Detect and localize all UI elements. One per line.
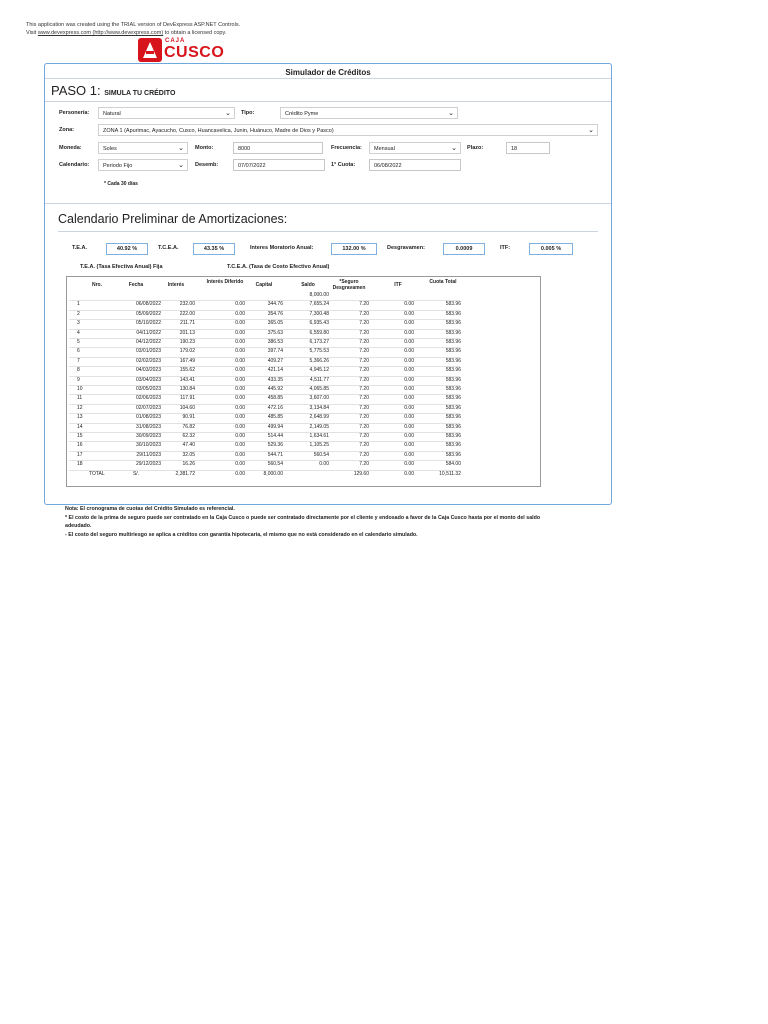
table-cell: 375.63 (267, 329, 283, 336)
table-cell: 0.00 (404, 433, 414, 439)
calendario-select[interactable] (98, 159, 188, 171)
plazo-label: Plazo: (467, 145, 484, 151)
table-cell: 7.20 (359, 433, 369, 439)
moneda-value: Soles (103, 146, 117, 152)
table-cell: 7.20 (359, 320, 369, 327)
form-divider (45, 203, 611, 204)
personeria-label: Personería: (59, 110, 90, 116)
table-cell: 0.00 (235, 386, 245, 392)
table-cell: 167.49 (179, 357, 195, 364)
table-cell: 0.00 (404, 301, 414, 308)
table-cell: 1,105.25 (309, 442, 329, 449)
table-cell: 0.00 (404, 386, 414, 392)
table-cell: 0.00 (404, 376, 414, 383)
table-cell: 0.00 (319, 461, 329, 468)
table-cell: 7.20 (359, 386, 369, 392)
table-cell: 7 (77, 357, 80, 364)
monto-input[interactable]: 8000 (233, 142, 323, 154)
table-cell: 365.05 (267, 320, 283, 327)
table-cell: 16.26 (182, 461, 195, 468)
zona-label: Zona: (59, 127, 74, 133)
step-divider (45, 101, 611, 102)
table-cell: 8 (77, 367, 80, 374)
caja-cusco-logo (138, 38, 230, 62)
table-cell: 433.35 (267, 376, 283, 383)
logo-mark-icon (138, 38, 162, 62)
table-cell: 0.00 (235, 301, 245, 308)
table-cell: 529.36 (267, 442, 283, 449)
table-cell: 583.96 (445, 301, 461, 308)
chevron-down-icon: ⌄ (588, 127, 594, 134)
table-cell: 0.00 (235, 339, 245, 345)
step-subtitle: SIMULA TU CRÉDITO (104, 90, 176, 97)
table-cell: 583.96 (445, 320, 461, 327)
tea-description: T.E.A. (Tasa Efectiva Anual) Fija (80, 264, 163, 270)
table-total-cell: 0.00 (404, 470, 414, 477)
tea-label: T.E.A. (72, 245, 87, 251)
table-cell: 7.20 (359, 357, 369, 364)
calendar-divider (58, 231, 598, 232)
amortization-table (66, 276, 541, 487)
moratorio-value: 132.00 % (331, 243, 377, 255)
table-cell: 583.96 (445, 329, 461, 336)
monto-label: Monto: (195, 145, 214, 151)
calendario-value: Periodo Fijo (103, 163, 133, 169)
tipo-value: Crédito Pyme (285, 111, 319, 117)
tipo-label: Tipo: (241, 110, 255, 116)
table-cell: 29/11/2023 (136, 451, 161, 458)
table-cell: 7.20 (359, 442, 369, 449)
table-cell: 02/07/2023 (135, 404, 161, 411)
moratorio-label: Interes Moratorio Anual: (250, 245, 314, 251)
table-cell: 4,945.12 (309, 367, 329, 374)
table-cell: 6,173.27 (309, 339, 329, 345)
table-cell: 01/08/2023 (135, 414, 161, 421)
trial-line-2 (26, 29, 240, 37)
table-cell: 2,149.05 (309, 423, 329, 430)
logo-caja-text: CAJA (165, 38, 186, 44)
table-cell: 7.20 (359, 414, 369, 421)
table-cell: 4 (77, 329, 80, 336)
table-cell: 31/08/2023 (135, 423, 161, 430)
table-cell: 7.20 (359, 348, 369, 355)
table-cell: 11 (77, 395, 83, 402)
table-cell: 04/03/2023 (135, 367, 161, 374)
table-cell: 190.23 (179, 339, 195, 345)
table-cell: 485.85 (267, 414, 283, 421)
table-cell: 5,775.53 (309, 348, 329, 355)
table-cell: 7.20 (359, 404, 369, 411)
table-cell: 0.00 (404, 461, 414, 468)
table-cell: 47.40 (182, 442, 195, 449)
table-cell: 0.00 (404, 442, 414, 449)
table-cell: 0.00 (235, 451, 245, 458)
table-cell: 344.76 (267, 301, 283, 308)
table-cell: 0.00 (235, 357, 245, 364)
table-cell: 15 (77, 433, 83, 439)
table-cell: 445.92 (267, 386, 283, 392)
table-cell: 0.00 (404, 414, 414, 421)
table-cell: 7,655.24 (309, 301, 329, 308)
table-cell: 18 (77, 461, 83, 468)
table-cell: 584.00 (445, 461, 461, 468)
table-header-cell: Nro. (92, 282, 102, 288)
table-cell: 499.94 (267, 423, 283, 430)
table-cell: 397.74 (267, 348, 283, 355)
frecuencia-label: Frecuencia: (331, 145, 362, 151)
table-cell: 3 (77, 320, 80, 327)
table-cell: 0.00 (235, 461, 245, 468)
table-cell: 201.13 (179, 329, 195, 336)
table-cell: 4,065.85 (309, 386, 329, 392)
table-cell: 7.20 (359, 461, 369, 468)
table-cell: 0.00 (404, 329, 414, 336)
moneda-select[interactable] (98, 142, 188, 154)
table-cell: 13 (77, 414, 83, 421)
table-cell: 7.20 (359, 395, 369, 402)
table-cell: 9 (77, 376, 80, 383)
table-cell: 0.00 (235, 310, 245, 317)
table-cell: 05/10/2022 (135, 320, 161, 327)
table-total-cell: 10,511.32 (439, 470, 461, 477)
tcea-label: T.C.E.A. (158, 245, 179, 251)
zona-select[interactable] (98, 124, 598, 136)
table-cell: 583.96 (445, 433, 461, 439)
logo-cusco-text: CUSCO (164, 44, 225, 61)
plazo-input[interactable]: 18 (506, 142, 550, 154)
chevron-down-icon: ⌄ (178, 162, 184, 169)
table-cell: 583.96 (445, 348, 461, 355)
calendario-label: Calendario: (59, 162, 90, 168)
cuota-label: 1° Cuota: (331, 162, 356, 168)
table-cell: 03/04/2023 (135, 376, 161, 383)
table-cell: 7.20 (359, 367, 369, 374)
table-total-cell: 0.00 (235, 470, 245, 477)
table-cell: 117.91 (180, 395, 195, 402)
chevron-down-icon: ⌄ (178, 145, 184, 152)
table-cell: 02/02/2023 (135, 357, 161, 364)
table-cell: 232.00 (179, 301, 195, 308)
table-cell: 2 (77, 310, 80, 317)
table-cell: 544.71 (267, 451, 283, 458)
table-cell: 10 (77, 386, 83, 392)
table-header-cell: Capital (255, 282, 273, 288)
table-header-cell: *Seguro Desgravamen (332, 279, 366, 291)
table-cell: 583.96 (445, 376, 461, 383)
note-line-2: * El costo de la prima de seguro puede ser contratado en la Caja Cusco o puede ser contratado directamente por el cliente y endosado a favor de la Caja Cusco hasta por el monto del saldo adeudado. (65, 514, 541, 530)
table-cell: 583.96 (445, 442, 461, 449)
step-heading (51, 83, 175, 98)
table-cell: 130.84 (179, 386, 195, 392)
frequency-note: * Cada 30 días (104, 181, 138, 187)
table-cell: 514.44 (267, 433, 283, 439)
table-cell: 0.00 (235, 320, 245, 327)
table-cell: 583.96 (445, 423, 461, 430)
table-header-cell: Interés (167, 282, 185, 288)
desemb-label: Desemb: (195, 162, 219, 168)
table-cell: 354.76 (267, 310, 283, 317)
table-cell: 104.60 (179, 404, 195, 411)
table-total-cell: TOTAL (89, 470, 105, 477)
zona-value: ZONA 1 (Apurimac, Ayacucho, Cusco, Huancavelica, Junin, Huánuco, Madre de Dios y Pasco) (103, 128, 334, 134)
table-cell: 1 (77, 301, 80, 308)
table-cell: 0.00 (235, 395, 245, 402)
table-cell: 2,648.99 (309, 414, 329, 421)
trial-visit-text: Visit (26, 30, 38, 36)
table-cell: 0.00 (235, 414, 245, 421)
table-cell: 5,366.26 (309, 357, 329, 364)
table-cell: 421.14 (267, 367, 283, 374)
table-cell: 0.00 (235, 329, 245, 336)
table-cell: 560.54 (267, 461, 283, 468)
table-cell: 04/11/2022 (136, 329, 161, 336)
table-cell: 0.00 (404, 423, 414, 430)
frecuencia-value: Mensual (374, 146, 395, 152)
table-cell: 7.20 (359, 451, 369, 458)
personeria-select[interactable] (98, 107, 235, 119)
table-cell: 583.96 (445, 395, 461, 402)
table-cell: 409.27 (267, 357, 283, 364)
chevron-down-icon: ⌄ (225, 110, 231, 117)
table-cell: 0.00 (235, 423, 245, 430)
tipo-select[interactable] (280, 107, 458, 119)
step-number: PASO 1: (51, 83, 105, 98)
table-cell: 211.71 (180, 320, 195, 327)
calendar-title: Calendario Preliminar de Amortizaciones: (58, 212, 288, 226)
table-total-cell: 8,000.00 (263, 470, 283, 477)
table-cell: 179.02 (179, 348, 195, 355)
table-cell: 7.20 (359, 329, 369, 336)
table-cell: 3,607.00 (309, 395, 329, 402)
desgravamen-value: 0.0009 (443, 243, 485, 255)
table-cell: 3,134.84 (309, 404, 329, 411)
table-cell: 6,559.80 (309, 329, 329, 336)
table-cell: 5 (77, 339, 80, 345)
moneda-label: Moneda: (59, 145, 82, 151)
table-cell: 14 (77, 423, 83, 430)
panel-title: Simulador de Créditos (285, 68, 371, 77)
table-cell: 17 (77, 451, 83, 458)
table-cell: 05/09/2022 (135, 310, 161, 317)
table-cell: 0.00 (404, 310, 414, 317)
table-cell: 583.96 (445, 310, 461, 317)
table-cell: 0.00 (235, 433, 245, 439)
table-total-cell: S/. (132, 470, 140, 477)
table-cell: 386.53 (267, 339, 283, 345)
personeria-value: Natural (103, 111, 121, 117)
table-cell: 16 (77, 442, 83, 449)
itf-label: ITF: (500, 245, 511, 251)
initial-saldo-cell: 8,000.00 (309, 292, 329, 298)
table-cell: 32.05 (182, 451, 195, 458)
table-cell: 6,935.43 (309, 320, 329, 327)
table-cell: 04/12/2022 (135, 339, 161, 345)
table-header-cell: Saldo (301, 282, 315, 288)
table-cell: 02/06/2023 (135, 395, 161, 402)
table-cell: 0.00 (404, 395, 414, 402)
table-cell: 7.20 (359, 301, 369, 308)
table-total-cell: 2,381.72 (175, 470, 195, 477)
chevron-down-icon: ⌄ (451, 145, 457, 152)
table-cell: 0.00 (404, 339, 414, 345)
table-cell: 06/08/2022 (135, 301, 161, 308)
table-cell: 0.00 (404, 357, 414, 364)
table-cell: 0.00 (404, 404, 414, 411)
frecuencia-select[interactable] (369, 142, 461, 154)
table-total-cell: 129.60 (353, 470, 369, 477)
table-cell: 7.20 (359, 423, 369, 430)
tcea-value: 43.35 % (193, 243, 235, 255)
table-cell: 12 (77, 404, 83, 411)
disclaimer-notes (65, 505, 555, 539)
tea-value: 40.92 % (106, 243, 148, 255)
table-cell: 458.85 (267, 395, 283, 402)
table-cell: 0.00 (404, 451, 414, 458)
table-cell: 583.96 (445, 451, 461, 458)
table-cell: 6 (77, 348, 80, 355)
trial-line-1: This application was created using the TRIAL version of DevExpress ASP.NET Controls. (26, 22, 241, 28)
table-cell: 7,300.48 (309, 310, 329, 317)
table-cell: 0.00 (235, 367, 245, 374)
table-cell: 0.00 (235, 376, 245, 383)
note-line-3: - El costo del seguro multiriesgo se aplica a créditos con garantía hipotecaria, el mismo que no está considerado en el calendario simulado. (65, 531, 418, 538)
table-cell: 583.96 (445, 414, 461, 421)
table-cell: 583.96 (445, 357, 461, 364)
table-cell: 1,634.61 (309, 433, 329, 439)
cuota-input[interactable]: 06/08/2022 (369, 159, 461, 171)
table-cell: 472.16 (267, 404, 283, 411)
title-divider (45, 78, 611, 79)
trial-suffix-text: to obtain a licensed copy. (163, 30, 227, 36)
table-header-cell: Interés Diferido (206, 279, 244, 285)
table-cell: 7.20 (359, 376, 369, 383)
table-cell: 0.00 (235, 404, 245, 411)
table-header-cell: ITF (394, 282, 402, 288)
table-header-cell: Fecha (128, 282, 144, 288)
trial-notice (26, 21, 240, 37)
itf-value: 0.005 % (529, 243, 573, 255)
table-cell: 03/01/2023 (135, 348, 161, 355)
table-cell: 4,511.77 (309, 376, 329, 383)
table-cell: 62.32 (182, 433, 195, 439)
table-cell: 0.00 (404, 320, 414, 327)
table-cell: 7.20 (359, 339, 369, 345)
tcea-description: T.C.E.A. (Tasa de Costo Efectivo Anual) (227, 264, 330, 270)
table-cell: 03/05/2023 (135, 386, 161, 392)
table-cell: 143.41 (179, 376, 195, 383)
table-cell: 7.20 (359, 310, 369, 317)
note-line-1: Nota: El cronograma de cuotas del Crédito Simulado es referencial. (65, 506, 235, 512)
table-cell: 30/10/2023 (135, 442, 161, 449)
table-cell: 90.91 (182, 414, 195, 421)
desemb-input[interactable]: 07/07/2022 (233, 159, 325, 171)
table-cell: 155.62 (179, 367, 195, 374)
table-cell: 30/09/2023 (135, 433, 161, 439)
chevron-down-icon: ⌄ (448, 110, 454, 117)
table-cell: 0.00 (404, 348, 414, 355)
table-cell: 560.54 (313, 451, 329, 458)
table-cell: 0.00 (235, 348, 245, 355)
table-cell: 583.96 (445, 404, 461, 411)
table-cell: 0.00 (235, 442, 245, 449)
table-cell: 583.96 (445, 339, 461, 345)
table-cell: 583.96 (445, 386, 461, 392)
table-cell: 76.82 (182, 423, 195, 430)
desgravamen-label: Desgravamen: (387, 245, 425, 251)
table-cell: 222.00 (179, 310, 195, 317)
table-cell: 29/12/2023 (135, 461, 161, 468)
devexpress-link[interactable]: www.devexpress.com (http://www.devexpress.com) (37, 30, 164, 36)
table-cell: 0.00 (404, 367, 414, 374)
table-cell: 583.96 (445, 367, 461, 374)
table-header-cell: Cuota Total (429, 279, 457, 285)
